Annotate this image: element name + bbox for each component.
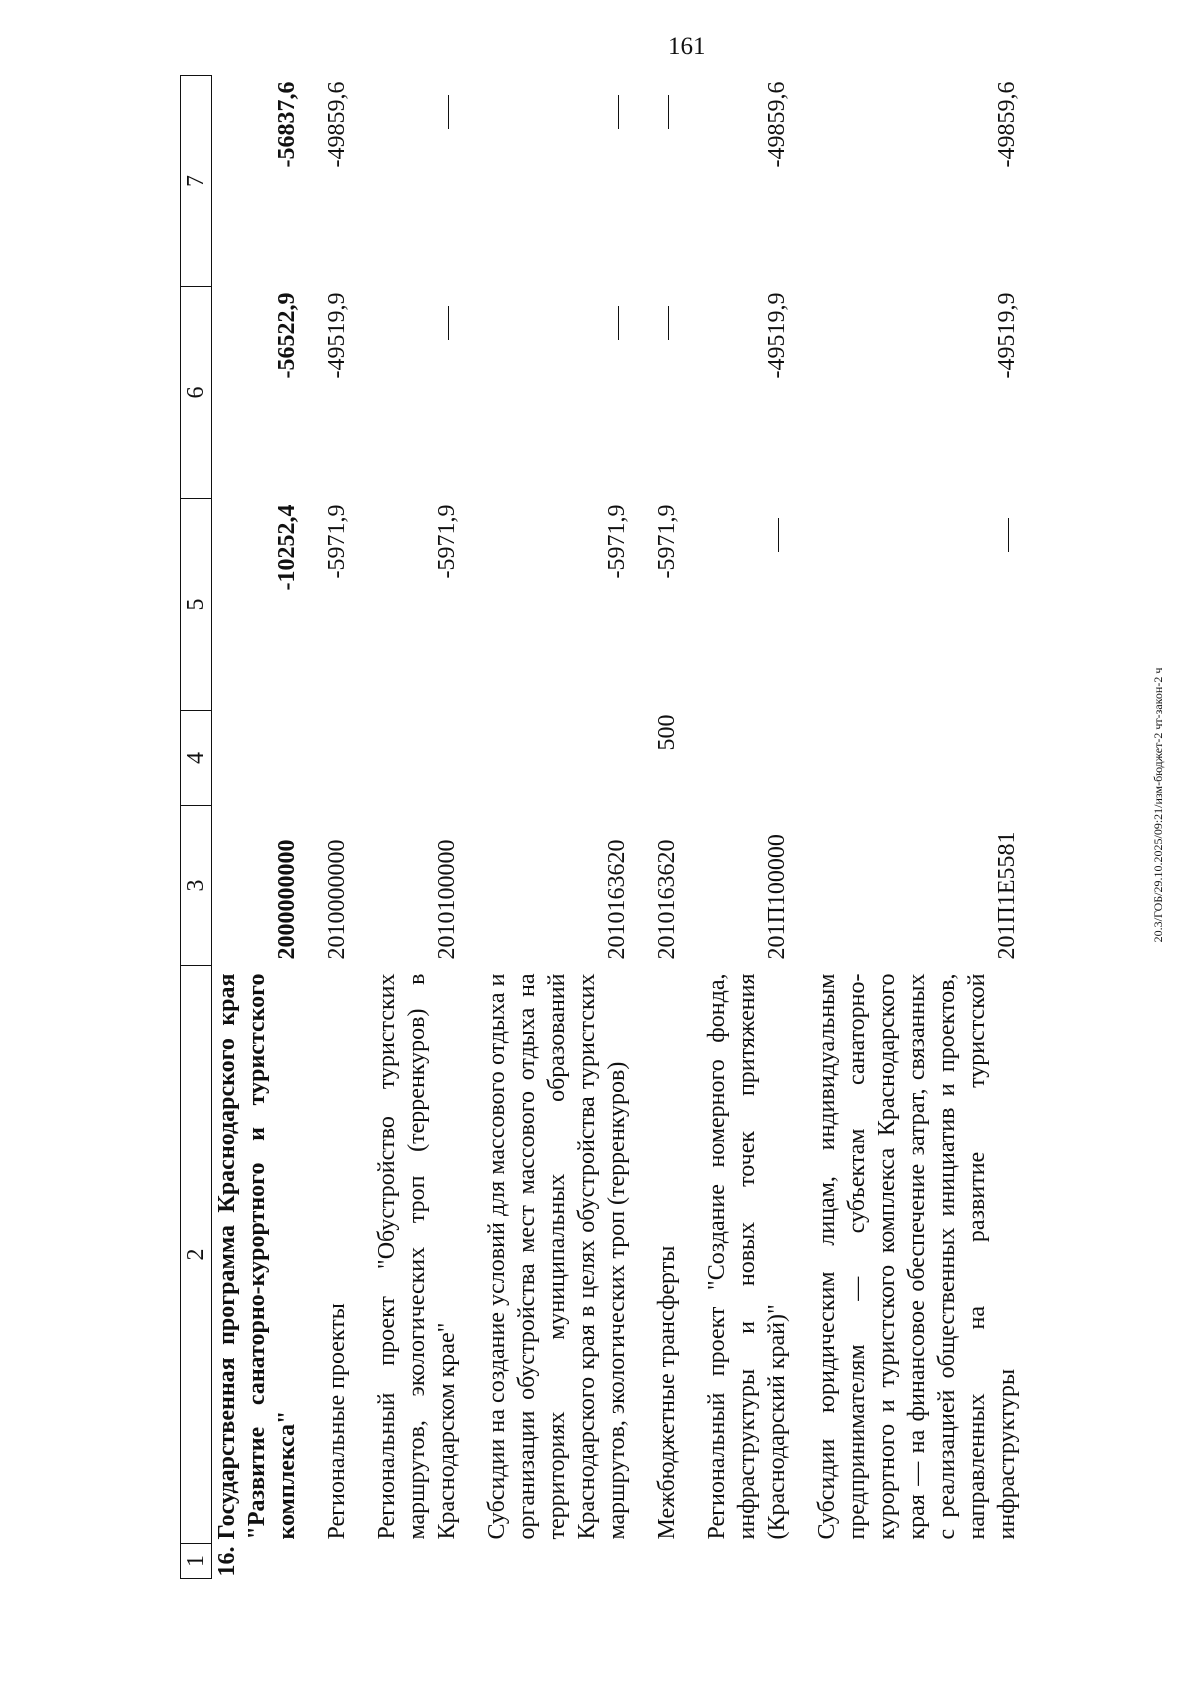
row-code: 2010163620 [654,839,680,960]
row-col5 [702,499,792,711]
row-code: 2000000000 [274,839,300,960]
section-number: 16. [214,1546,240,1577]
dash-mark [448,96,449,130]
budget-table [180,75,1022,1579]
header-col-4: 4 [181,711,212,806]
row-name: Субсидии юридическим лицам, индивидуальным предпринимателям — субъектам санаторно-курортного и туристского комплекса Краснодарского края — на финансовое обеспечение затрат, связанных с реализацией общественных инициатив и проектов, направленных на развитие туристской инфраструктуры [814,973,1020,1540]
row-col7 [372,76,462,287]
row-code: 201П100000 [764,834,790,960]
header-col-2: 2 [181,966,212,1544]
table-row [702,76,792,1579]
table-row [372,76,462,1579]
table-row [322,76,352,1579]
row-col7: -49859,6 [994,81,1020,168]
header-col-3: 3 [181,806,212,966]
row-col5 [812,499,1022,711]
row-col7 [482,76,632,287]
row-col6: -49519,9 [324,292,350,379]
row-vr [322,711,352,806]
dash-mark [618,307,619,341]
footer-code-text: 20.3/ГОБ/29.10.2025/09:21/изм-бюджет-2 чт-закон-2 ч [1151,667,1165,943]
header-col-5: 5 [181,499,212,711]
row-col5: -10252,4 [274,504,300,591]
header-col-7: 7 [181,76,212,287]
dash-mark [778,519,779,553]
row-col6 [652,287,682,499]
table-header [181,76,212,1579]
dash-mark [448,307,449,341]
table-rotor [180,76,1097,1579]
row-name: Субсидии на создание условий для массового отдыха и организации обустройства мест массового отдыха на территориях муниципальных образований Краснодарского края в целях обустройства туристских маршрутов, экологических троп (терренкуров) [484,973,630,1540]
dash-mark [1008,519,1009,553]
table-row [212,76,303,1579]
row-vr [702,711,792,806]
dash-mark [668,307,669,341]
row-vr: 500 [654,714,680,751]
row-col7 [652,76,682,287]
row-vr [482,711,632,806]
dash-mark [618,96,619,130]
row-col5: -5971,9 [434,504,460,579]
row-col6 [372,287,462,499]
header-col-1: 1 [181,1544,212,1579]
table-body [212,76,1023,1579]
row-name: Государственная программа Краснодарского края "Развитие санаторно-курортного и туристского комплекса" [214,973,300,1540]
row-code: 201П1Е5581 [994,831,1020,960]
row-col5: -5971,9 [654,504,680,579]
row-col6: -49519,9 [994,292,1020,379]
table-row [482,76,632,1579]
row-code: 2010163620 [604,839,630,960]
row-name: Региональный проект "Обустройство туристских маршрутов, экологических троп (терренкуров) в Краснодарском крае" [374,973,460,1540]
row-col6: -56522,9 [274,292,300,379]
row-col6: -49519,9 [764,292,790,379]
row-col7: -49859,6 [764,81,790,168]
row-vr [812,711,1022,806]
dash-mark [668,96,669,130]
table-row [812,76,1022,1579]
row-col5: -5971,9 [604,504,630,579]
row-vr [372,711,462,806]
row-col5: -5971,9 [324,504,350,579]
header-row [181,76,212,1579]
row-name: Региональные проекты [324,1303,350,1540]
row-code: 2010000000 [324,839,350,960]
row-vr [212,711,303,806]
table-row [652,76,682,1579]
page-number: 161 [668,33,706,60]
row-name: Межбюджетные трансферты [654,1245,680,1540]
header-col-6: 6 [181,287,212,499]
row-col6 [482,287,632,499]
row-name: Региональный проект "Создание номерного фонда, инфраструктуры и новых точек притяжения (Краснодарский край)" [704,973,790,1540]
row-code: 2010100000 [434,839,460,960]
row-col7: -49859,6 [324,81,350,168]
row-col7: -56837,6 [274,81,300,168]
